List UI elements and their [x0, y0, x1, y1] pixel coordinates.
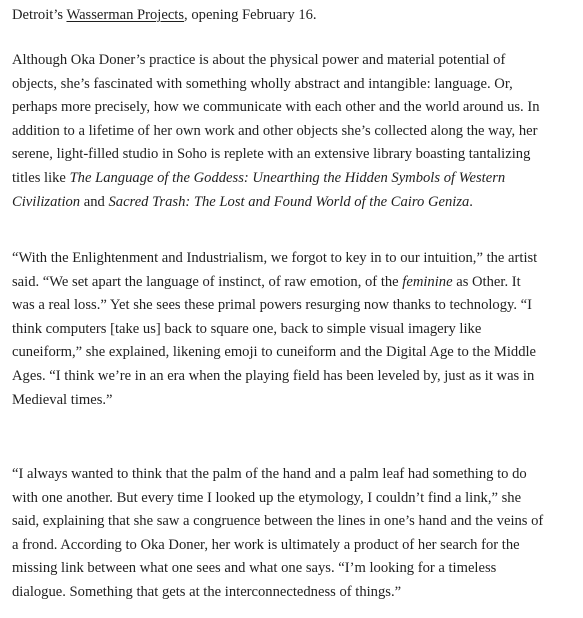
paragraph-line: think computers [take us] back to square one, back to simple visual imagery like	[12, 320, 482, 337]
paragraph-line: Ages. “I think we’re in an era when the playing field has been leveled by, just as it was in	[12, 367, 535, 384]
paragraph-line: cuneiform,” she explained, likening emoji to cuneiform and the Digital Age to the Middle	[12, 344, 537, 361]
quote-text-after: as Other. It	[452, 273, 521, 290]
titles-intro-text: titles like	[12, 169, 70, 186]
book-title-goddess-continued: Civilization	[12, 193, 81, 210]
intro-text-after: , opening February 16.	[184, 7, 317, 23]
paragraph-line: missing link between what one sees and what one says. “I’m looking for a timeless	[12, 560, 497, 577]
paragraph-line: a frond. According to Oka Doner, her work is ultimately a product of her search for the	[12, 536, 520, 553]
quote-text-before: said. “We set apart the language of instinct, of raw emotion, of the	[12, 273, 403, 290]
paragraph-line	[12, 191, 540, 215]
paragraph-line: serene, light-filled studio in Soho is replete with an extensive library boasting tantalizing	[12, 146, 531, 163]
period-text: .	[469, 193, 473, 210]
intro-line	[12, 4, 317, 28]
paragraph-line: “With the Enlightenment and Industrialism, we forgot to key in to our intuition,” the artist	[12, 250, 538, 266]
paragraph-line	[12, 167, 540, 191]
book-title-sacred-trash: Sacred Trash: The Lost and Found World of the Cairo Geniza	[108, 193, 470, 210]
paragraph-line: “I always wanted to think that the palm of the hand and a palm leaf had something to do	[12, 466, 527, 482]
paragraph-line: Although Oka Doner’s practice is about the physical power and material potential of	[12, 52, 506, 68]
paragraph-3	[12, 463, 543, 605]
book-title-goddess: The Language of the Goddess: Unearthing the Hidden Symbols of Western	[69, 169, 506, 186]
paragraph-line: objects, she’s fascinated with something wholly abstract and intangible: language. Or,	[12, 75, 513, 92]
paragraph-line: addition to a lifetime of her own work and other objects she’s collected along the way, her	[12, 122, 538, 139]
intro-text-before: Detroit’s	[12, 7, 67, 23]
conjunction-text: and	[80, 193, 109, 210]
paragraph-line: said, explaining that she saw a congruence between the lines in one’s hand and the veins of	[12, 513, 544, 530]
paragraph-line: dialogue. Something that gets at the interconnectedness of things.”	[12, 583, 402, 600]
emphasized-word: feminine	[402, 273, 453, 290]
paragraph-line: perhaps more precisely, how we communicate with each other and the world around us. In	[12, 99, 540, 116]
wasserman-projects-link[interactable]: Wasserman Projects	[66, 7, 185, 23]
paragraph-line: Medieval times.”	[12, 391, 113, 408]
paragraph-line: with one another. But every time I looked up the etymology, I couldn’t find a link,” she	[12, 489, 522, 506]
paragraph-2	[12, 247, 537, 412]
paragraph-1	[12, 49, 540, 214]
paragraph-line: was a real loss.” Yet she sees these primal powers resurging now thanks to technology. “I	[12, 297, 532, 314]
paragraph-line	[12, 271, 537, 295]
